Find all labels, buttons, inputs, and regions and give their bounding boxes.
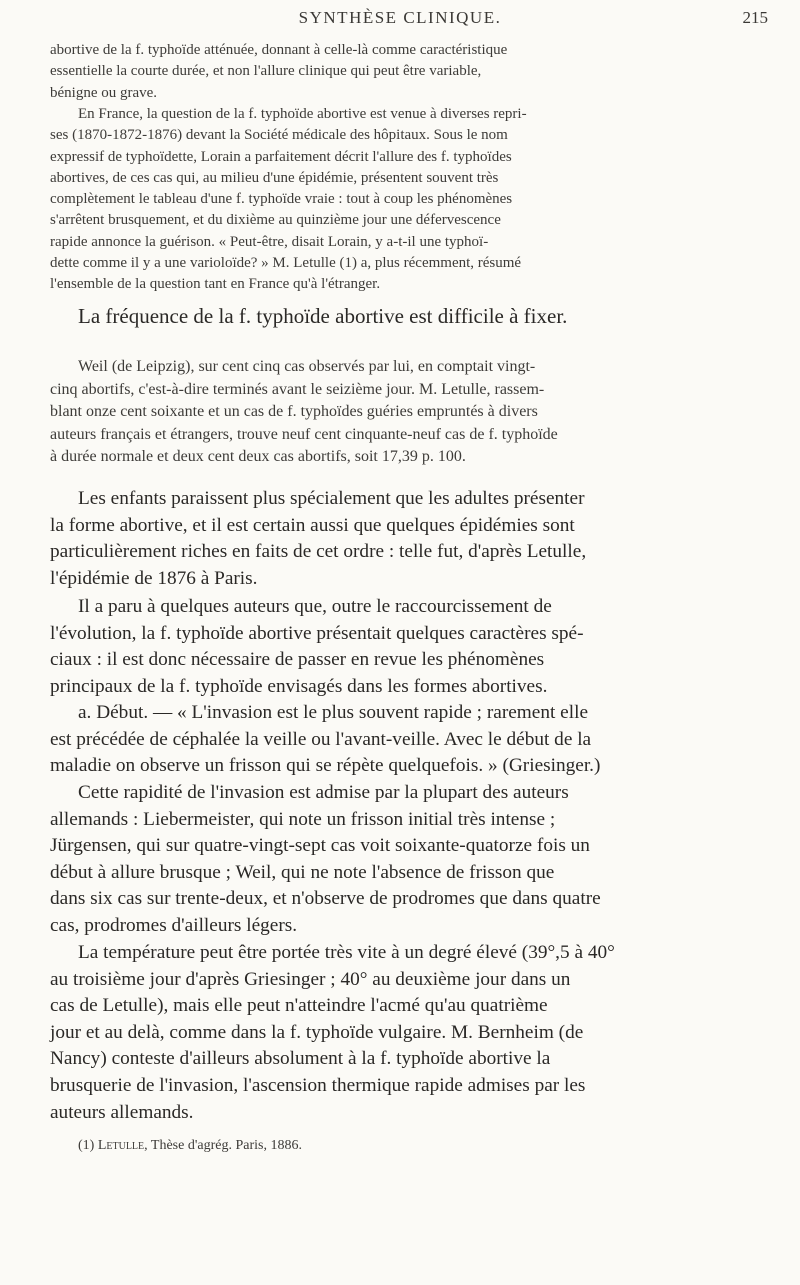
text-line: l'épidémie de 1876 à Paris. [50,567,258,589]
running-title: SYNTHÈSE CLINIQUE. [298,8,502,27]
paragraph-8 [50,940,770,1126]
footnote-author: Letulle [97,1138,145,1153]
text-line: Jürgensen, qui sur quatre-vingt-sept cas voit soixante-quatorze fois un [50,835,590,857]
text-line: La température peut être portée très vite à un degré élevé (39°,5 à 40° [78,942,615,963]
paragraph-7 [50,780,770,940]
text-line: la forme abortive, et il est certain aussi que quelques épidémies sont [50,514,575,536]
running-head [0,2,800,38]
text-line: complètement le tableau d'une f. typhoïde vraie : tout à coup les phénomènes [50,191,513,208]
paragraph-3 [50,356,770,469]
text-line: blant onze cent soixante et un cas de f. typhoïdes guéries empruntés à divers [50,403,538,420]
paragraph-1 [50,40,770,104]
paragraph-4 [50,486,770,592]
footnote-marker: (1) [78,1138,95,1153]
text-line: ciaux : il est donc nécessaire de passer en revue les phénomènes [50,649,545,671]
text-line: cinq abortifs, c'est-à-dire terminés avant le seizième jour. M. Letulle, rassem- [50,380,545,398]
text-line: Cette rapidité de l'invasion est admise par la plupart des auteurs [78,782,569,803]
text-line: jour et au delà, comme dans la f. typhoïde vulgaire. M. Bernheim (de [50,1021,584,1043]
footnote-text: , Thèse d'agrég. Paris, 1886. [144,1138,302,1153]
text-line: auteurs français et étrangers, trouve neuf cent cinquante-neuf cas de f. typhoïde [50,425,558,443]
text-line: principaux de la f. typhoïde envisagés dans les formes abortives. [50,675,548,697]
text-line: maladie on observe un frisson qui se répète quelquefois. » (Griesinger.) [50,755,601,777]
text-line: abortive de la f. typhoïde atténuée, donnant à celle-là comme caractéristique [50,42,508,58]
paragraph-5 [50,594,770,700]
text-line: l'ensemble de la question tant en France qu'à l'étranger. [50,276,381,293]
text-line: Il a paru à quelques auteurs que, outre le raccourcissement de [78,596,552,617]
text-line: brusquerie de l'invasion, l'ascension thermique rapide admises par les [50,1074,586,1096]
text-line: au troisième jour d'après Griesinger ; 40° au deuxième jour dans un [50,968,571,990]
text-line: l'évolution, la f. typhoïde abortive présentait quelques caractères spé- [50,622,584,644]
text-line: a. Début. — « L'invasion est le plus souvent rapide ; rarement elle [78,702,589,723]
paragraph-6 [50,700,770,780]
text-line: à durée normale et deux cent deux cas abortifs, soit 17,39 p. 100. [50,448,466,465]
text-line: cas de Letulle), mais elle peut n'atteindre l'acmé qu'au quatrième [50,995,548,1017]
text-line: rapide annonce la guérison. « Peut-être, disait Lorain, y a-t-il une typhoï- [50,233,489,250]
text-line: début à allure brusque ; Weil, qui ne note l'absence de frisson que [50,861,555,883]
text-line: expressif de typhoïdette, Lorain a parfaitement décrit l'allure des f. typhoïdes [50,148,512,165]
text-line: allemands : Liebermeister, qui note un frisson initial très intense ; [50,808,556,830]
text-line: essentielle la courte durée, et non l'allure clinique qui peut être variable, [50,63,482,80]
text-line: dette comme il y a une varioloïde? » M. Letulle (1) a, plus récemment, résumé [50,255,522,272]
footnote [50,1136,770,1156]
text-line: cas, prodromes d'ailleurs légers. [50,914,298,936]
heading-line: La fréquence de la f. typhoïde abortive est difficile à fixer. [78,304,568,328]
text-line: ses (1870-1872-1876) devant la Société médicale des hôpitaux. Sous le nom [50,127,508,144]
text-line: auteurs allemands. [50,1101,194,1123]
text-line: Les enfants paraissent plus spécialement que les adultes présenter [78,488,585,509]
text-line: bénigne ou grave. [50,84,158,101]
text-line: Weil (de Leipzig), sur cent cinq cas observés par lui, en comptait vingt- [78,358,536,375]
text-line: est précédée de céphalée la veille ou l'avant-veille. Avec le début de la [50,728,592,750]
paragraph-2 [50,104,770,296]
text-line: abortives, de ces cas qui, au milieu d'une épidémie, présentent souvent très [50,169,499,186]
page-number: 215 [742,8,768,27]
footnote-line [50,1136,770,1156]
text-line: particulièrement riches en faits de cet ordre : telle fut, d'après Letulle, [50,541,587,563]
text-line: Nancy) conteste d'ailleurs absolument à la f. typhoïde abortive la [50,1048,551,1070]
text-line: En France, la question de la f. typhoïde abortive est venue à diverses repri- [78,106,527,122]
text-line: dans six cas sur trente-deux, et n'observe de prodromes que dans quatre [50,888,601,910]
section-heading-frequency [50,302,770,330]
text-line: s'arrêtent brusquement, et du dixième au quinzième jour une défervescence [50,212,501,229]
